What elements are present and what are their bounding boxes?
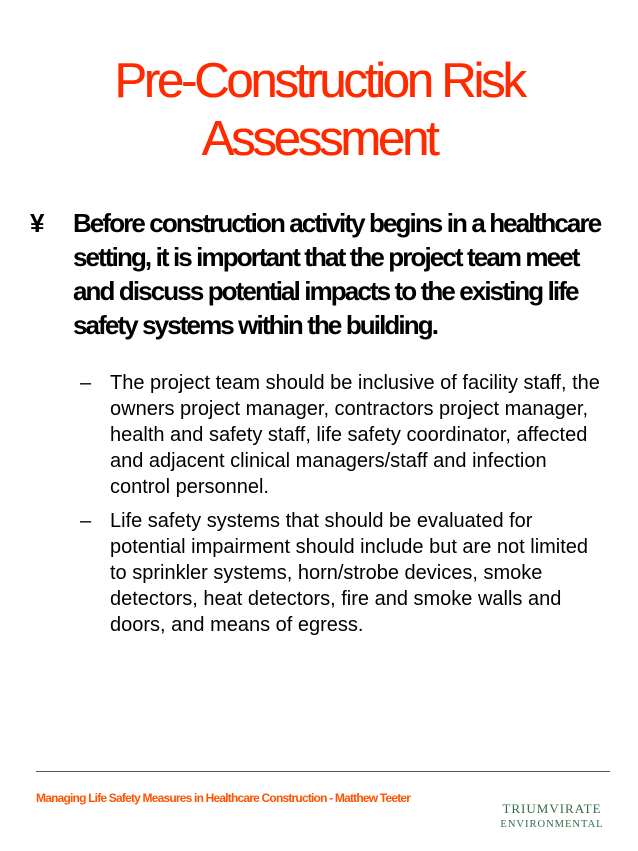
sub-bullet-dash: –	[80, 372, 92, 394]
footer-caption: Managing Life Safety Measures in Healthcare Construction - Matthew Teeter	[36, 791, 411, 805]
logo-line-1: TRIUMVIRATE	[502, 801, 602, 816]
sub-bullet-text: Life safety systems that should be evaluated for potential impairment should include but are not limited to sprinkler systems, horn/strobe devices, smoke detectors, heat detectors, fire and smoke walls and doors, and means of egress.	[110, 510, 589, 636]
bullet-marker: ¥	[30, 208, 45, 238]
main-bullet	[30, 206, 620, 342]
sub-bullet-text: The project team should be inclusive of facility staff, the owners project manager, contractors project manager, health and safety staff, life safety coordinator, affected and adjacent clinical managers/staff and infection control personnel.	[110, 372, 600, 498]
footer-divider	[36, 771, 610, 772]
sub-bullet-item	[80, 370, 600, 500]
title-line-2: Assessment	[201, 112, 437, 166]
sub-bullet-item	[80, 508, 600, 638]
sub-bullet-list	[80, 370, 600, 646]
triumvirate-logo	[494, 800, 610, 834]
title-line-1: Pre-Construction Risk	[114, 54, 524, 108]
slide-title	[20, 52, 618, 168]
sub-bullet-dash: –	[80, 510, 92, 532]
main-bullet-text: Before construction activity begins in a healthcare setting, it is important that the project team meet and discuss potential impacts to the existing life safety systems within the building.	[73, 208, 601, 340]
logo-line-2: ENVIRONMENTAL	[500, 819, 604, 830]
